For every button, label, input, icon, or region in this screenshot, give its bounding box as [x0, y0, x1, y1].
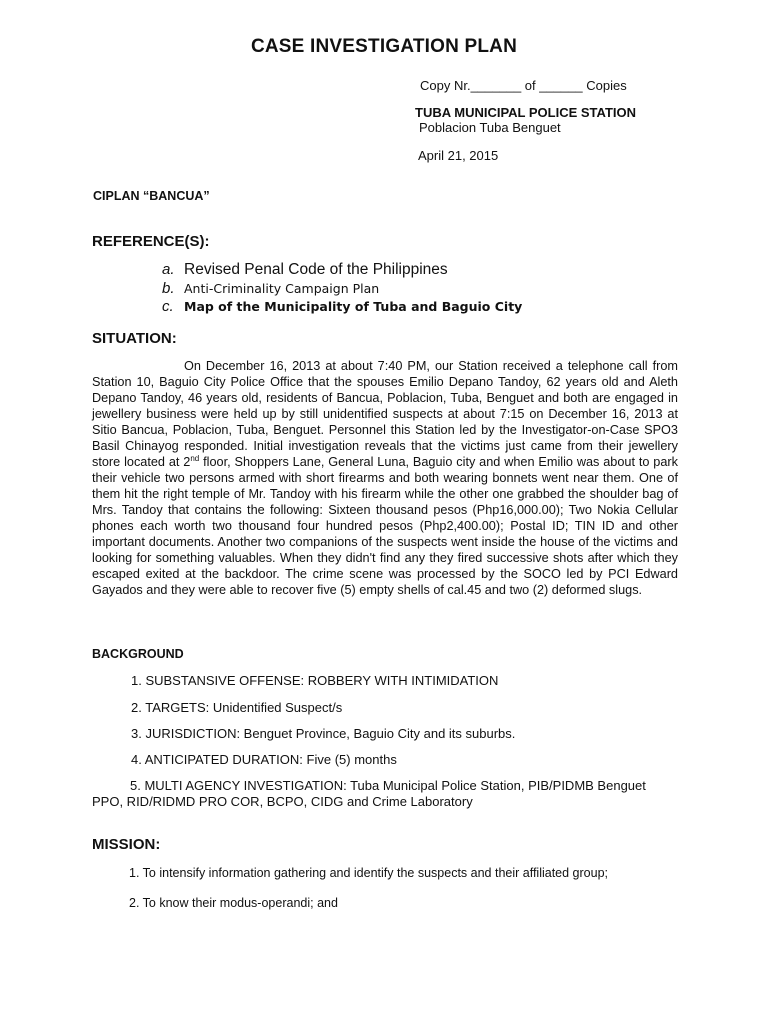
ciplan-name: CIPLAN “BANCUA”	[93, 189, 210, 203]
reference-letter: b.	[162, 280, 175, 297]
background-item-multi-agency	[92, 778, 678, 810]
mission-heading: MISSION:	[92, 836, 161, 853]
situation-text-part2: floor, Shoppers Lane, General Luna, Baguio city and when Emilio was about to park their vehicle two persons armed with short firearms and both wearing bonnets went near them. One of them hit the right temple of Mr. Tandoy with his firearm while the other one grabbed the shoulder bag of Mrs. Tandoy that contains the following: Sixteen thousand pesos (Php16,000.00); Two Nokia Cellular phones each worth two thousand four hundred pesos (Php2,400.00); Postal ID; TIN ID and other important documents. Another two companions of the suspects went inside the house of the victims and looking for something valuables. When they didn't find any they fired successive shots after which they escaped exited at the backdoor. The crime scene was processed by the SOCO led by PCI Edward Gayados and they were able to recover five (5) empty shells of cal.45 and two (2) deformed slugs.	[92, 455, 678, 597]
multi-agency-text: 5. MULTI AGENCY INVESTIGATION: Tuba Municipal Police Station, PIB/PIDMB Benguet PPO, RID/RIDMD PRO COR, BCPO, CIDG and Crime Laboratory	[92, 778, 646, 809]
background-item-duration: 4. ANTICIPATED DURATION: Five (5) months	[131, 752, 397, 767]
reference-text: Map of the Municipality of Tuba and Baguio City	[184, 299, 523, 314]
situation-superscript: nd	[190, 453, 200, 463]
references-list	[162, 261, 522, 316]
reference-item	[162, 298, 522, 316]
background-heading: BACKGROUND	[92, 647, 184, 661]
reference-text: Anti-Criminality Campaign Plan	[184, 281, 380, 296]
reference-letter: c.	[162, 298, 174, 315]
reference-letter: a.	[162, 261, 175, 278]
situation-paragraph	[92, 358, 678, 598]
background-item-targets: 2. TARGETS: Unidentified Suspect/s	[131, 700, 343, 715]
document-date: April 21, 2015	[418, 148, 499, 163]
station-name: TUBA MUNICIPAL POLICE STATION	[415, 105, 636, 120]
situation-text-part1: On December 16, 2013 at about 7:40 PM, our Station received a telephone call from Station 10, Baguio City Police Office that the spouses Emilio Depano Tandoy, 62 years old and Aleth Depano Tandoy, 46 years old, residents of Bancua, Poblacion, Tuba, Benguet and both are engaged in jewellery business were held up by still unidentified suspects at about 7:15 on December 16, 2013 at Sitio Bancua, Poblacion, Tuba, Benguet. Personnel this Station led by the Investigator-on-Case SPO3 Basil Chinayog responded. Initial investigation reveals that the victims just came from their jewellery store located at 2	[92, 359, 678, 469]
reference-text: Revised Penal Code of the Philippines	[184, 261, 448, 278]
document-title: CASE INVESTIGATION PLAN	[250, 36, 518, 57]
references-heading: REFERENCE(S):	[92, 233, 210, 250]
station-address: Poblacion Tuba Benguet	[419, 120, 561, 135]
background-item-jurisdiction: 3. JURISDICTION: Benguet Province, Baguio City and its suburbs.	[131, 726, 516, 741]
background-item-offense: 1. SUBSTANSIVE OFFENSE: ROBBERY WITH INTIMIDATION	[131, 673, 499, 688]
mission-item-2: 2. To know their modus-operandi; and	[129, 896, 338, 910]
mission-item-1: 1. To intensify information gathering and identify the suspects and their affiliated group;	[129, 866, 609, 880]
copy-number-line: Copy Nr._______ of ______ Copies	[420, 78, 627, 93]
reference-item	[162, 261, 522, 279]
situation-heading: SITUATION:	[92, 330, 177, 347]
reference-item	[162, 280, 522, 298]
